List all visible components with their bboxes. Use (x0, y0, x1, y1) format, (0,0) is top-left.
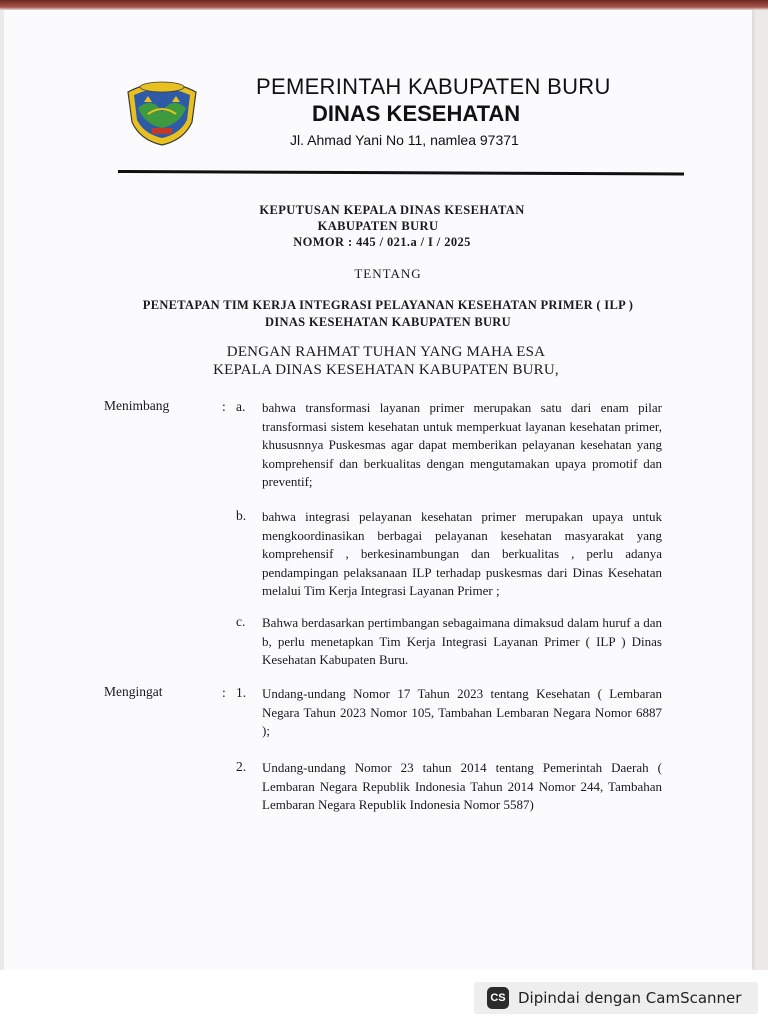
menimbang-label: Menimbang (104, 398, 170, 413)
mengingat-colon: : (222, 685, 226, 700)
camscanner-label: Dipindai dengan CamScanner (518, 989, 742, 1007)
menimbang-item-a-marker: a. (236, 399, 246, 414)
decree-region: KABUPATEN BURU (317, 219, 439, 233)
menimbang-item-c: Bahwa berdasarkan pertimbangan sebagaimana dimaksud dalam huruf a dan b, perlu menetapkan Tim Kerja Integrasi Layanan Primer ( ILP ) Dinas Kesehatan Kabupaten Buru. (262, 615, 662, 667)
scan-top-edge (0, 0, 768, 10)
invocation: DENGAN RAHMAT TUHAN YANG MAHA ESA (226, 344, 546, 360)
camscanner-icon: CS (487, 987, 509, 1009)
decree-title: KEPUTUSAN KEPALA DINAS KESEHATAN (259, 203, 525, 217)
menimbang-item-a: bahwa transformasi layanan primer merupakan satu dari enam pilar transformasi sistem kesehatan untuk memperkuat layanan kesehatan primer, khususnnya Puskesmas agar dapat memberikan pelayanan kesehatan yang komprehensif dan berkualitas dengan mengutamakan upaya promotif dan preventif; (262, 400, 662, 489)
letterhead-address: Jl. Ahmad Yani No 11, namlea 97371 (290, 132, 519, 148)
menimbang-item-c-marker: c. (236, 614, 246, 629)
decree-subject: PENETAPAN TIM KERJA INTEGRASI PELAYANAN KESEHATAN PRIMER ( ILP ) (142, 298, 634, 312)
mengingat-item-1: Undang-undang Nomor 17 Tahun 2023 tentang Kesehatan ( Lembaran Negara Tahun 2023 Nomor 105, Tambahan Lembaran Negara Nomor 6887 ); (262, 686, 662, 738)
letterhead-government: PEMERINTAH KABUPATEN BURU (256, 74, 611, 99)
menimbang-colon: : (222, 399, 226, 414)
mengingat-item-1-marker: 1. (236, 685, 247, 700)
invocation-official: KEPALA DINAS KESEHATAN KABUPATEN BURU, (213, 362, 559, 378)
mengingat-item-2: Undang-undang Nomor 23 tahun 2014 tentang Pemerintah Daerah ( Lembaran Negara Republik Indonesia Tahun 2014 Nomor 244, Tambahan Lembaran Negara Republik Indonesia Nomor 5587) (262, 760, 662, 812)
camscanner-watermark (474, 982, 758, 1014)
mengingat-item-2-marker: 2. (236, 759, 247, 774)
menimbang-item-b: bahwa integrasi pelayanan kesehatan primer merupakan upaya untuk mengkoordinasikan berbagai pelayanan kesehatan masyarakat yang komprehensif , berkesinambungan dan berkualitas , perlu adanya pendampingan pelaksanaan ILP terhadap puskesmas dari Dinas Kesehatan melalui Tim Kerja Integrasi Layanan Primer ; (262, 509, 662, 598)
mengingat-label: Mengingat (104, 684, 163, 699)
decree-number: NOMOR : 445 / 021.a / I / 2025 (293, 235, 471, 249)
decree-tentang: TENTANG (354, 266, 422, 281)
letterhead-agency: DINAS KESEHATAN (312, 101, 521, 126)
menimbang-item-b-marker: b. (236, 508, 247, 523)
decree-subject-agency: DINAS KESEHATAN KABUPATEN BURU (265, 315, 511, 329)
government-logo (122, 78, 202, 146)
